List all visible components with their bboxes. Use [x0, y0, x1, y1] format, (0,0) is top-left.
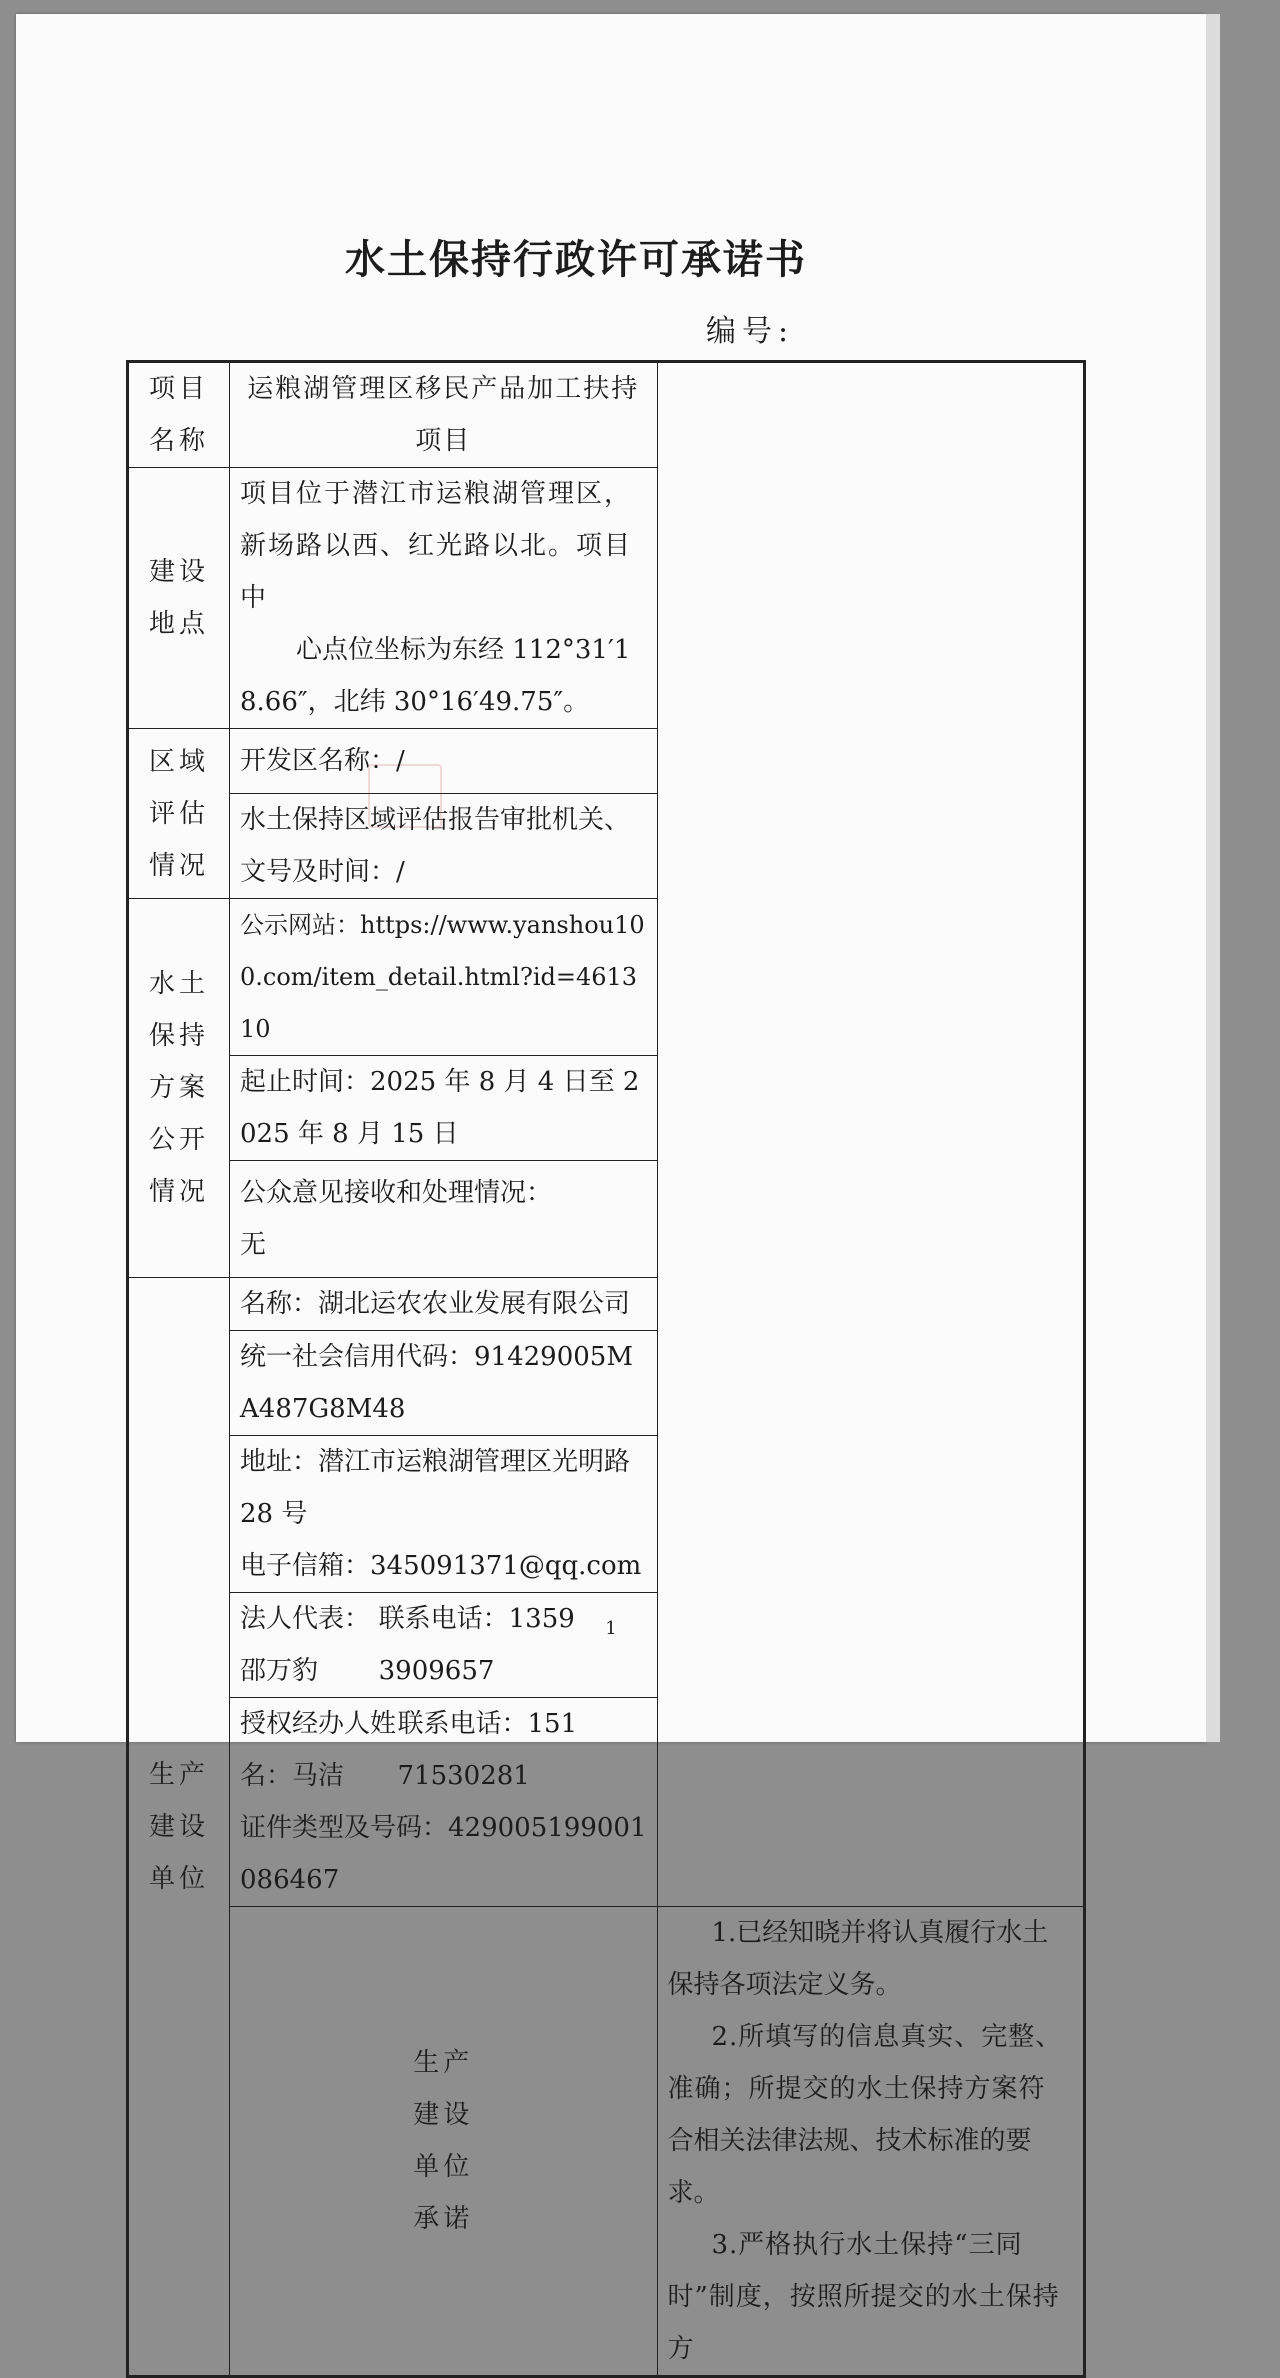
location-value: [230, 468, 658, 729]
row-location: [128, 468, 1085, 729]
unit-agent-cell: [230, 1698, 658, 1907]
label-construction-unit: 生产 建设 单位: [128, 1278, 230, 2377]
commitment-item-2-line-2: 合相关法律法规、技术标准的要求。: [667, 2126, 1032, 2208]
row-unit-credit-code: [128, 1331, 1085, 1436]
unit-legal-rep-cell: [230, 1593, 658, 1698]
unit-legal-phone: 联系电话：13593909657: [378, 1604, 575, 1686]
unit-address: 地址：潜江市运粮湖管理区光明路 28 号: [240, 1447, 631, 1529]
document-title: 水土保持行政许可承诺书: [345, 236, 807, 283]
row-project-name: [128, 362, 1085, 468]
label-regional-assessment: 区域 评估 情况: [128, 729, 230, 899]
label-project-name: 项目 名称: [128, 362, 230, 468]
disclosure-period: 起止时间：2025 年 8 月 4 日至 2025 年 8 月 15 日: [230, 1056, 658, 1161]
location-line-2: 心点位坐标为东经 112°31′18.66″，北纬 30°16′49.75″。: [240, 635, 631, 717]
paper-edge-shadow: [1206, 14, 1220, 1742]
unit-email: 电子信箱：345091371@qq.com: [240, 1551, 642, 1581]
document-page: [16, 14, 1206, 2364]
row-commitment: [128, 1907, 1085, 2377]
commitment-item-3: 3.严格执行水土保持“三同时”制度，按照所提交的水土保持方: [667, 2230, 1060, 2364]
row-unit-legal-rep: [128, 1593, 1085, 1698]
project-name-value: 运粮湖管理区移民产品加工扶持项目: [230, 362, 658, 468]
commitment-item-2-line-1: 2.所填写的信息真实、完整、准确；所提交的水土保持方案符: [667, 2022, 1063, 2104]
row-disclosure-website: [128, 899, 1085, 1056]
unit-address-email: [230, 1436, 658, 1593]
unit-agent: 授权经办人姓名：马洁: [240, 1709, 397, 1791]
assessment-approval-value: 水土保持区域评估报告审批机关、文号及时间：/: [230, 794, 658, 899]
location-line-1: 项目位于潜江市运粮湖管理区，新场路以西、红光路以北。项目中: [240, 479, 633, 613]
row-unit-name: [128, 1278, 1085, 1331]
serial-number-label: 编号:: [706, 314, 795, 349]
unit-agent-phone: 联系电话：15171530281: [397, 1709, 578, 1791]
row-disclosure-feedback: [128, 1161, 1085, 1278]
commitment-form-table: [126, 360, 1086, 2378]
label-commitment: 生产 建设 单位 承诺: [230, 1907, 658, 2377]
row-unit-agent: [128, 1698, 1085, 1907]
disclosure-feedback: [230, 1161, 658, 1278]
unit-credit-code: 统一社会信用代码：91429005MA487G8M48: [230, 1331, 658, 1436]
unit-legal-rep: 法人代表：邵万豹: [240, 1604, 371, 1686]
unit-id-number: 证件类型及号码：429005199001086467: [240, 1813, 647, 1895]
dev-zone-value: 开发区名称：/: [230, 729, 658, 794]
commitment-text: [657, 1907, 1085, 2377]
row-regional-approval: [128, 794, 1085, 899]
row-disclosure-period: [128, 1056, 1085, 1161]
disclosure-website: 公示网站：https://www.yanshou100.com/item_detail.html?id=461310: [230, 899, 658, 1056]
page-number: 1: [605, 1618, 617, 1639]
row-regional-dev-zone: [128, 729, 1085, 794]
label-disclosure: 水土 保持 方案 公开 情况: [128, 899, 230, 1278]
feedback-value: 无: [240, 1230, 267, 1260]
unit-name: 名称：湖北运农农业发展有限公司: [230, 1278, 658, 1331]
feedback-label: 公众意见接收和处理情况：: [240, 1178, 553, 1208]
label-location: 建设 地点: [128, 468, 230, 729]
commitment-item-1: 1.已经知晓并将认真履行水土保持各项法定义务。: [667, 1918, 1049, 2000]
row-unit-address: [128, 1436, 1085, 1593]
